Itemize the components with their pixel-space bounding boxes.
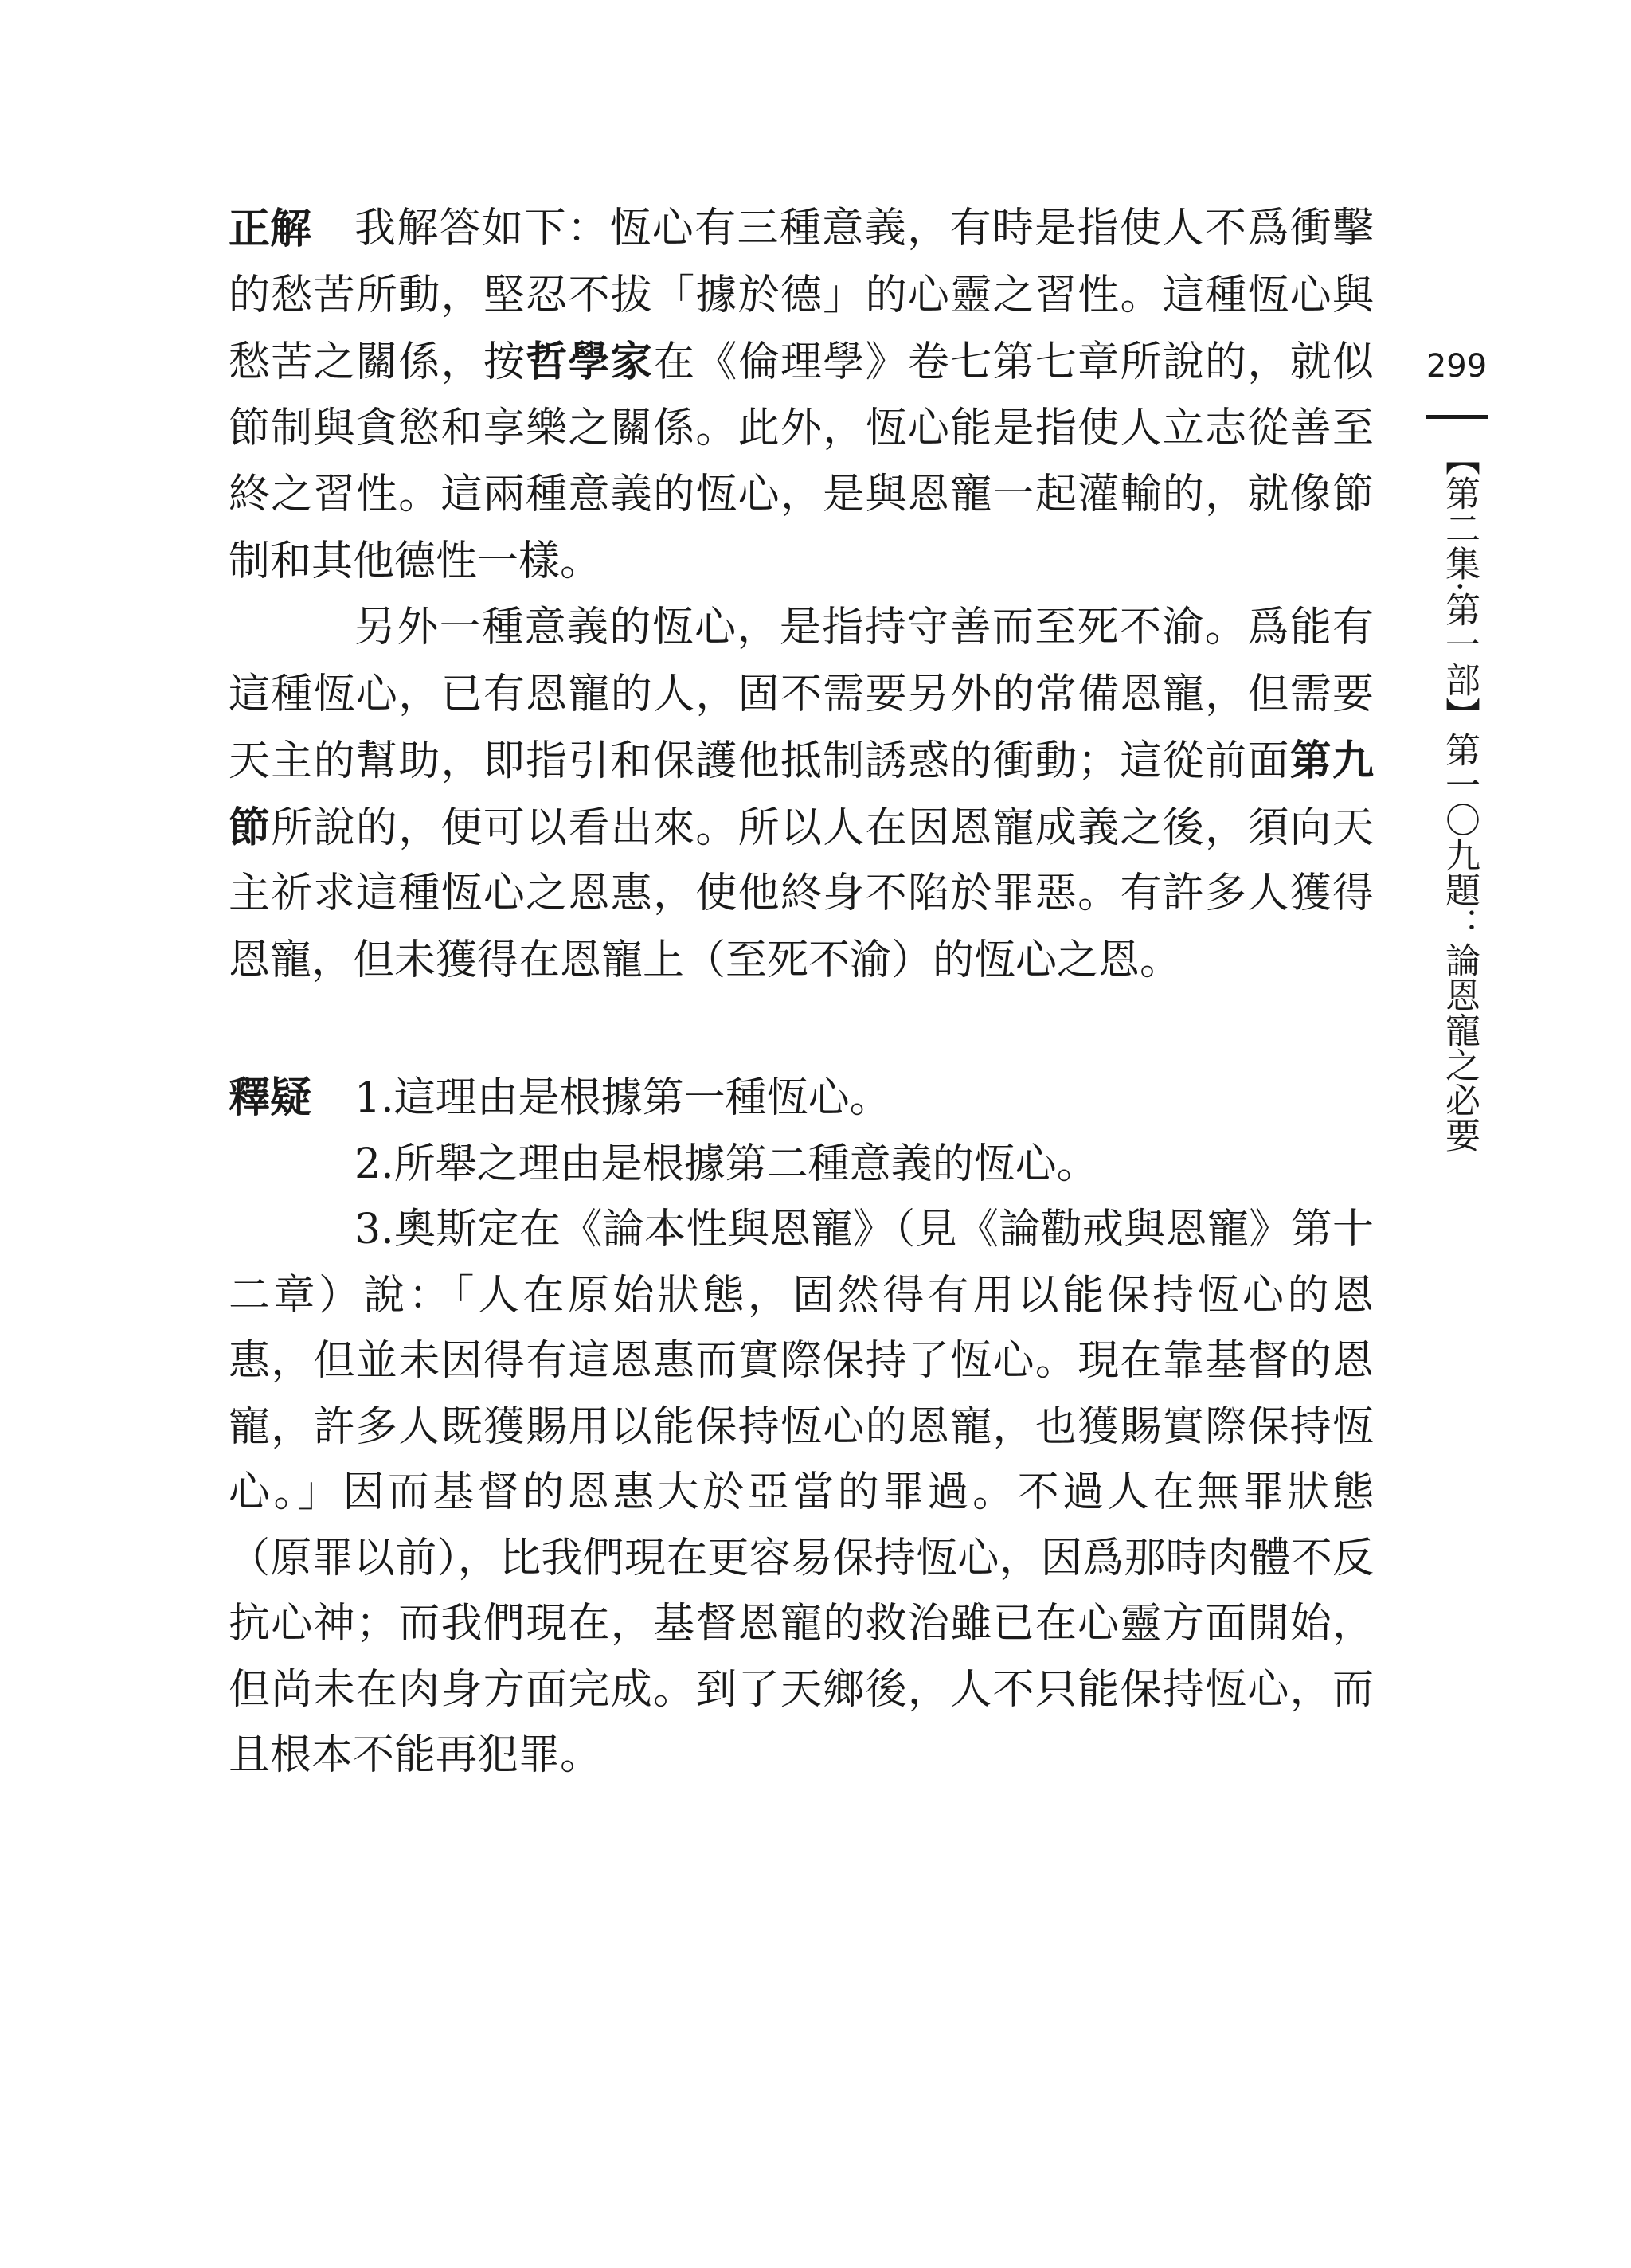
answer-section: [229, 196, 1374, 994]
answer-line-9-before: 天主的幫助，即指引和保護他抵制誘惑的衝動；這從前面: [229, 737, 1290, 785]
replies-line-8: （原罪以前），比我們現在更容易保持恆心，因爲那時肉體不反: [229, 1534, 1374, 1582]
answer-line-2: 的愁苦所動，堅忍不拔「據於德」的心靈之習性。這種恆心與: [229, 271, 1374, 319]
replies-line-11: 且根本不能再犯罪。: [229, 1731, 602, 1779]
answer-line-7: 另外一種意義的恆心，是指持守善而至死不渝。爲能有: [354, 604, 1374, 651]
answer-line-3-after: 在《倫理學》卷七第七章所說的，就似: [653, 338, 1374, 386]
replies-line-5: 惠，但並未因得有這恩惠而實際保持了恆心。現在靠基督的恩: [229, 1337, 1374, 1385]
replies-line-9: 抗心神；而我們現在，基督恩寵的救治雖已在心靈方面開始，: [229, 1600, 1374, 1648]
answer-line-3: [229, 329, 1374, 396]
replies-line-1-text: 1.這理由是根據第一種恆心。: [354, 1074, 891, 1122]
answer-line-6: 制和其他德性一樣。: [229, 537, 602, 585]
answer-line-10-bold: 節: [229, 803, 272, 852]
replies-line-2: 2.所舉之理由是根據第二種意義的恆心。: [354, 1140, 1098, 1188]
answer-line-3-before: 愁苦之關係，按: [229, 338, 526, 386]
replies-line-7: 心。」因而基督的恩惠大於亞當的罪過。不過人在無罪狀態: [229, 1468, 1374, 1516]
answer-line-8: 這種恆心，已有恩寵的人，固不需要另外的常備恩寵，但需要: [229, 670, 1374, 718]
replies-line-3: 3.奧斯定在《論本性與恩寵》（見《論勸戒與恩寵》第十: [354, 1206, 1374, 1253]
answer-line-12: 恩寵，但未獲得在恩寵上（至死不渝）的恆心之恩。: [229, 936, 1182, 984]
answer-line-9: [229, 728, 1374, 795]
replies-line-6: 寵，許多人既獲賜用以能保持恆心的恩寵，也獲賜實際保持恆: [229, 1402, 1374, 1451]
answer-line-5: 終之習性。這兩種意義的恆心，是與恩寵一起灌輸的，就像節: [229, 471, 1374, 518]
header-rule: [1426, 415, 1488, 419]
answer-line-1-text: 我解答如下：恆心有三種意義，有時是指使人不爲衝擊: [354, 205, 1374, 252]
answer-line-4: 節制與貪慾和享樂之關係。此外，恆心能是指使人立志從善至: [229, 404, 1374, 452]
answer-line-9-bold: 第九: [1289, 737, 1374, 785]
answer-line-3-bold: 哲學家: [526, 338, 654, 386]
answer-line-1: [229, 196, 1374, 263]
answer-label: 正解: [229, 205, 312, 253]
replies-line-4: 二章）說：「人在原始狀態，固然得有用以能保持恆心的恩: [229, 1271, 1374, 1320]
answer-line-11: 主祈求這種恆心之恩惠，使他終身不陷於罪惡。有許多人獲得: [229, 870, 1374, 917]
page-number: 299: [1426, 348, 1488, 385]
replies-line-10: 但尚未在肉身方面完成。到了天鄉後，人不只能保持恆心，而: [229, 1665, 1374, 1714]
answer-line-10: [229, 795, 1374, 862]
answer-line-10-after: 所說的，便可以看出來。所以人在因恩寵成義之後，須向天: [271, 804, 1374, 852]
replies-label: 釋疑: [229, 1073, 312, 1122]
replies-section: [229, 1066, 1374, 1789]
running-header: 【第二集·第一部】第一〇九題：論恩寵之必要: [1439, 440, 1480, 1152]
replies-line-1: [229, 1066, 1374, 1132]
